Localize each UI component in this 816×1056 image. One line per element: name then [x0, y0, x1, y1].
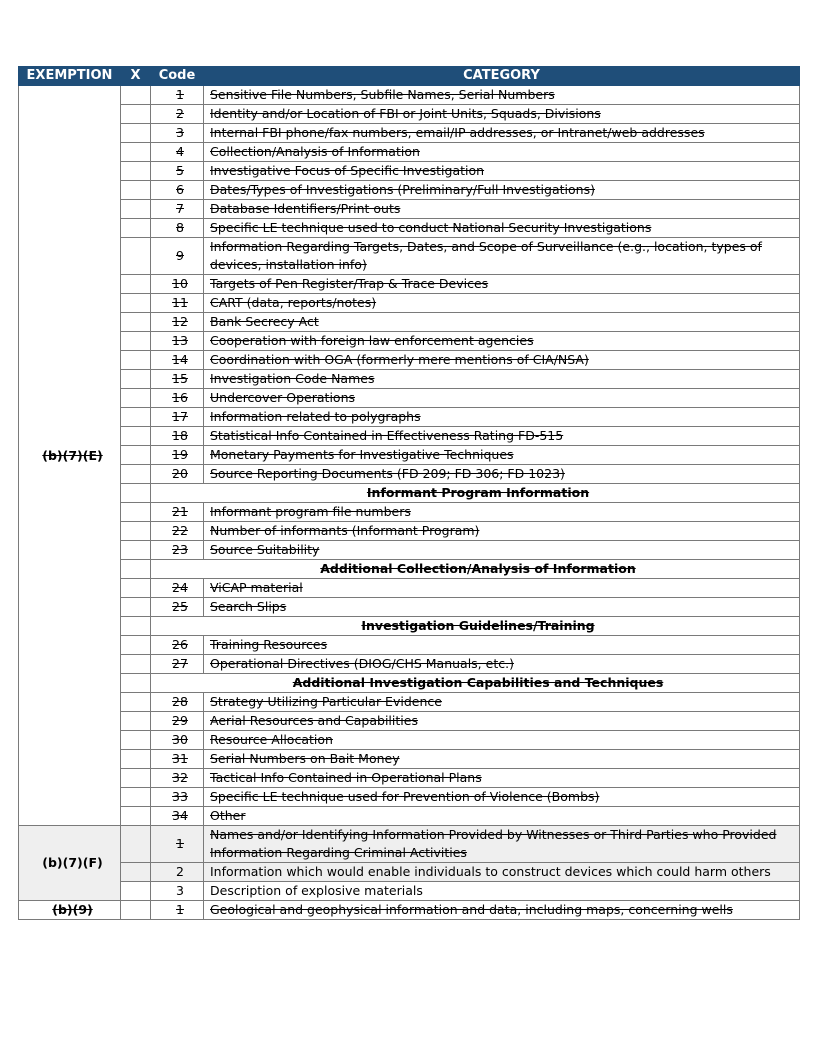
table-row — [19, 522, 800, 541]
category-cell: Collection/Analysis of Information — [204, 143, 800, 162]
table-row — [19, 788, 800, 807]
x-cell — [121, 750, 151, 769]
subheader-label: Informant Program Information — [151, 484, 800, 503]
category-cell: Investigation Code Names — [204, 370, 800, 389]
code-cell: 31 — [151, 750, 204, 769]
category-cell: Serial Numbers on Bait Money — [204, 750, 800, 769]
table-subheader-row — [19, 560, 800, 579]
table-subheader-row — [19, 617, 800, 636]
x-cell — [121, 769, 151, 788]
code-cell: 3 — [151, 882, 204, 901]
category-cell: Description of explosive materials — [204, 882, 800, 901]
exemption-cell: (b)(7)(F) — [19, 826, 121, 901]
subheader-label: Additional Investigation Capabilities and Techniques — [151, 674, 800, 693]
x-cell — [121, 882, 151, 901]
code-cell: 26 — [151, 636, 204, 655]
category-cell: Names and/or Identifying Information Provided by Witnesses or Third Parties who Provided Information Regarding Criminal Activities — [204, 826, 800, 863]
category-cell: Resource Allocation — [204, 731, 800, 750]
x-cell — [121, 219, 151, 238]
x-cell — [121, 788, 151, 807]
table-row — [19, 124, 800, 143]
table-row — [19, 826, 800, 863]
category-cell: Geological and geophysical information and data, including maps, concerning wells — [204, 901, 800, 920]
table-row — [19, 579, 800, 598]
code-cell: 7 — [151, 200, 204, 219]
table-row — [19, 750, 800, 769]
code-cell: 25 — [151, 598, 204, 617]
table-row — [19, 351, 800, 370]
code-cell: 4 — [151, 143, 204, 162]
table-row — [19, 275, 800, 294]
x-cell — [121, 86, 151, 105]
code-cell: 2 — [151, 863, 204, 882]
code-cell: 17 — [151, 408, 204, 427]
table-row — [19, 446, 800, 465]
x-cell — [121, 143, 151, 162]
table-row — [19, 636, 800, 655]
code-cell: 30 — [151, 731, 204, 750]
table-row — [19, 370, 800, 389]
x-cell — [121, 446, 151, 465]
x-cell — [121, 693, 151, 712]
x-cell — [121, 389, 151, 408]
code-cell: 1 — [151, 826, 204, 863]
code-cell: 32 — [151, 769, 204, 788]
code-cell: 13 — [151, 332, 204, 351]
table-row — [19, 143, 800, 162]
x-cell — [121, 313, 151, 332]
category-cell: Source Reporting Documents (FD 209; FD 306; FD 1023) — [204, 465, 800, 484]
table-row — [19, 541, 800, 560]
exemption-cell: (b)(7)(E) — [19, 86, 121, 826]
x-cell — [121, 408, 151, 427]
x-cell — [121, 200, 151, 219]
code-cell: 9 — [151, 238, 204, 275]
header-row — [19, 67, 800, 86]
x-cell — [121, 105, 151, 124]
table-row — [19, 427, 800, 446]
category-cell: Monetary Payments for Investigative Techniques — [204, 446, 800, 465]
x-cell — [121, 863, 151, 882]
x-cell — [121, 901, 151, 920]
table-row — [19, 200, 800, 219]
x-cell — [121, 712, 151, 731]
x-cell — [121, 560, 151, 579]
header-category: CATEGORY — [204, 67, 800, 86]
category-cell: Information which would enable individuals to construct devices which could harm others — [204, 863, 800, 882]
table-subheader-row — [19, 484, 800, 503]
category-cell: Bank Secrecy Act — [204, 313, 800, 332]
category-cell: Database Identifiers/Print outs — [204, 200, 800, 219]
table-row — [19, 769, 800, 788]
code-cell: 29 — [151, 712, 204, 731]
code-cell: 28 — [151, 693, 204, 712]
code-cell: 8 — [151, 219, 204, 238]
header-exemption: EXEMPTION — [19, 67, 121, 86]
table-row — [19, 294, 800, 313]
exemption-table — [18, 66, 800, 920]
x-cell — [121, 275, 151, 294]
category-cell: Tactical Info Contained in Operational Plans — [204, 769, 800, 788]
category-cell: Operational Directives (DIOG/CHS Manuals, etc.) — [204, 655, 800, 674]
code-cell: 15 — [151, 370, 204, 389]
table-row — [19, 332, 800, 351]
category-cell: Undercover Operations — [204, 389, 800, 408]
table-row — [19, 465, 800, 484]
x-cell — [121, 370, 151, 389]
code-cell: 5 — [151, 162, 204, 181]
category-cell: Other — [204, 807, 800, 826]
table-row — [19, 389, 800, 408]
x-cell — [121, 807, 151, 826]
table-row — [19, 712, 800, 731]
category-cell: Informant program file numbers — [204, 503, 800, 522]
category-cell: Statistical Info Contained in Effectiveness Rating FD-515 — [204, 427, 800, 446]
table-row — [19, 313, 800, 332]
x-cell — [121, 522, 151, 541]
code-cell: 23 — [151, 541, 204, 560]
code-cell: 19 — [151, 446, 204, 465]
category-cell: Number of informants (Informant Program) — [204, 522, 800, 541]
code-cell: 2 — [151, 105, 204, 124]
x-cell — [121, 636, 151, 655]
code-cell: 20 — [151, 465, 204, 484]
x-cell — [121, 465, 151, 484]
category-cell: Training Resources — [204, 636, 800, 655]
category-cell: Sensitive File Numbers, Subfile Names, Serial Numbers — [204, 86, 800, 105]
x-cell — [121, 427, 151, 446]
table-row — [19, 655, 800, 674]
x-cell — [121, 351, 151, 370]
x-cell — [121, 579, 151, 598]
category-cell: Investigative Focus of Specific Investigation — [204, 162, 800, 181]
header-code: Code — [151, 67, 204, 86]
x-cell — [121, 826, 151, 863]
category-cell: ViCAP material — [204, 579, 800, 598]
subheader-label: Additional Collection/Analysis of Information — [151, 560, 800, 579]
code-cell: 12 — [151, 313, 204, 332]
table-row — [19, 408, 800, 427]
table-body — [19, 86, 800, 920]
table-row — [19, 731, 800, 750]
category-cell: Information Regarding Targets, Dates, and Scope of Surveillance (e.g., location, types of devices, installation info) — [204, 238, 800, 275]
table-row — [19, 598, 800, 617]
category-cell: Internal FBI phone/fax numbers, email/IP addresses, or Intranet/web addresses — [204, 124, 800, 143]
table-row — [19, 503, 800, 522]
x-cell — [121, 617, 151, 636]
code-cell: 14 — [151, 351, 204, 370]
category-cell: Specific LE technique used to conduct National Security Investigations — [204, 219, 800, 238]
code-cell: 24 — [151, 579, 204, 598]
category-cell: Coordination with OGA (formerly mere mentions of CIA/NSA) — [204, 351, 800, 370]
table-row — [19, 105, 800, 124]
table-row — [19, 86, 800, 105]
x-cell — [121, 674, 151, 693]
code-cell: 21 — [151, 503, 204, 522]
x-cell — [121, 238, 151, 275]
table-row — [19, 238, 800, 275]
code-cell: 22 — [151, 522, 204, 541]
category-cell: Search Slips — [204, 598, 800, 617]
table-row — [19, 807, 800, 826]
table-row — [19, 863, 800, 882]
table-row — [19, 219, 800, 238]
code-cell: 34 — [151, 807, 204, 826]
x-cell — [121, 332, 151, 351]
category-cell: Targets of Pen Register/Trap & Trace Devices — [204, 275, 800, 294]
subheader-label: Investigation Guidelines/Training — [151, 617, 800, 636]
table-row — [19, 901, 800, 920]
x-cell — [121, 598, 151, 617]
x-cell — [121, 541, 151, 560]
x-cell — [121, 162, 151, 181]
exemption-cell: (b)(9) — [19, 901, 121, 920]
code-cell: 6 — [151, 181, 204, 200]
category-cell: Information related to polygraphs — [204, 408, 800, 427]
table-row — [19, 181, 800, 200]
code-cell: 10 — [151, 275, 204, 294]
category-cell: Cooperation with foreign law enforcement agencies — [204, 332, 800, 351]
x-cell — [121, 181, 151, 200]
x-cell — [121, 731, 151, 750]
x-cell — [121, 124, 151, 143]
x-cell — [121, 294, 151, 313]
table-subheader-row — [19, 674, 800, 693]
code-cell: 27 — [151, 655, 204, 674]
table-row — [19, 882, 800, 901]
x-cell — [121, 484, 151, 503]
category-cell: Strategy Utilizing Particular Evidence — [204, 693, 800, 712]
category-cell: CART (data, reports/notes) — [204, 294, 800, 313]
category-cell: Specific LE technique used for Prevention of Violence (Bombs) — [204, 788, 800, 807]
code-cell: 1 — [151, 901, 204, 920]
table-row — [19, 693, 800, 712]
code-cell: 16 — [151, 389, 204, 408]
code-cell: 18 — [151, 427, 204, 446]
category-cell: Dates/Types of Investigations (Preliminary/Full Investigations) — [204, 181, 800, 200]
table-row — [19, 162, 800, 181]
code-cell: 1 — [151, 86, 204, 105]
category-cell: Identity and/or Location of FBI or Joint Units, Squads, Divisions — [204, 105, 800, 124]
code-cell: 11 — [151, 294, 204, 313]
code-cell: 3 — [151, 124, 204, 143]
x-cell — [121, 503, 151, 522]
x-cell — [121, 655, 151, 674]
code-cell: 33 — [151, 788, 204, 807]
category-cell: Aerial Resources and Capabilities — [204, 712, 800, 731]
header-x: X — [121, 67, 151, 86]
category-cell: Source Suitability — [204, 541, 800, 560]
